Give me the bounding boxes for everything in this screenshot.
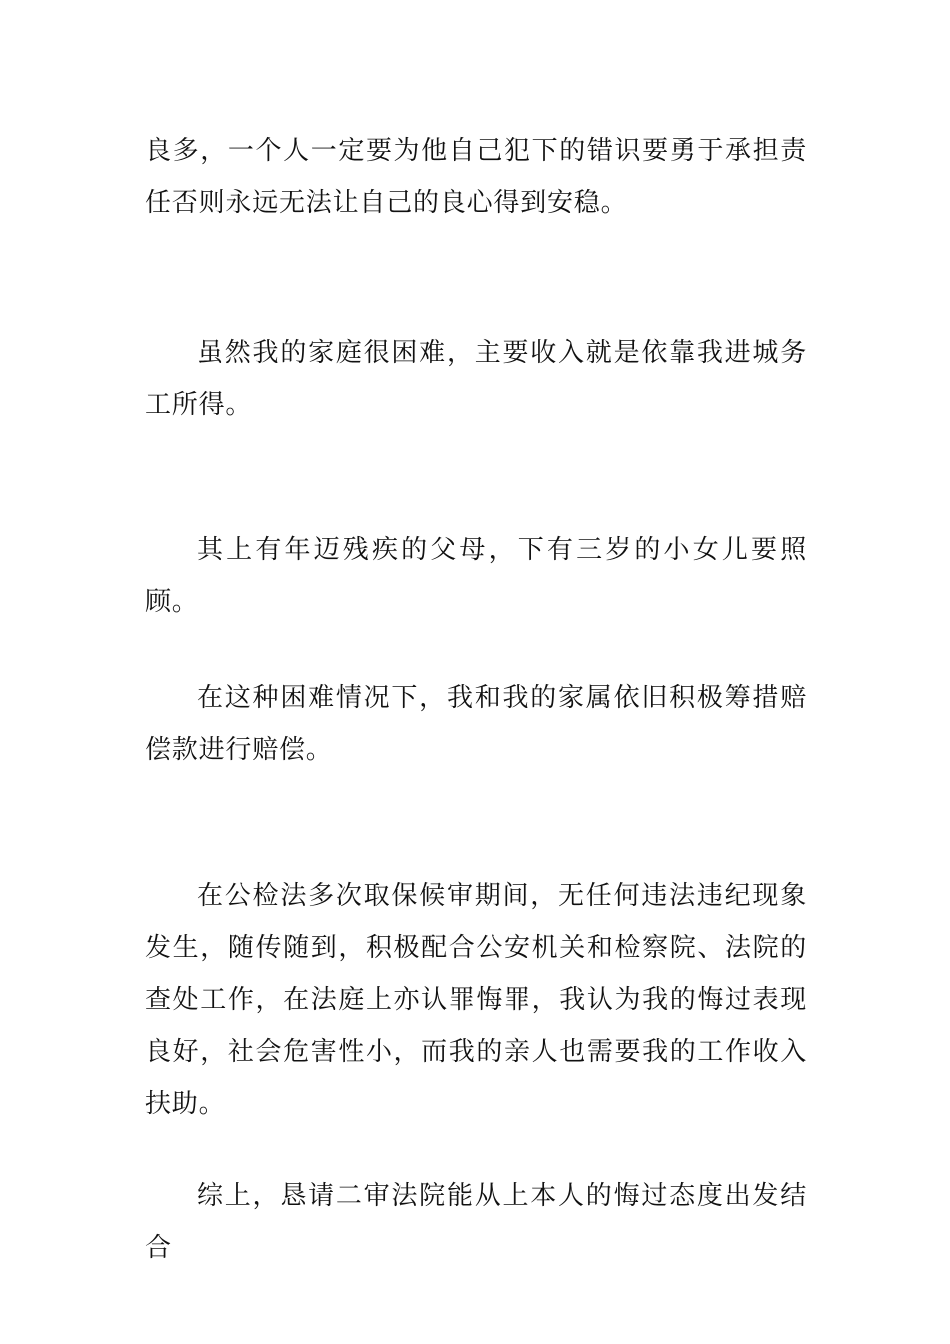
paragraph-continuation: 良多，一个人一定要为他自己犯下的错识要勇于承担责任否则永远无法让自己的良心得到安稳。	[145, 136, 807, 218]
paragraph-conduct: 在公检法多次取保候审期间，无任何违法违纪现象发生，随传随到，积极配合公安机关和检察院、法院的查处工作，在法庭上亦认罪悔罪，我认为我的悔过表现良好，社会危害性小，而我的亲人也需要我的工作收入扶助。	[145, 881, 807, 1119]
paragraph-dependents: 其上有年迈残疾的父母，下有三岁的小女儿要照顾。	[145, 535, 807, 617]
paragraph-conclusion: 综上，恳请二审法院能从上本人的悔过态度出发结合	[145, 1181, 807, 1263]
paragraph-compensation: 在这种困难情况下，我和我的家属依旧积极筹措赔偿款进行赔偿。	[145, 683, 807, 765]
paragraph-family-income: 虽然我的家庭很困难，主要收入就是依靠我进城务工所得。	[145, 338, 807, 420]
